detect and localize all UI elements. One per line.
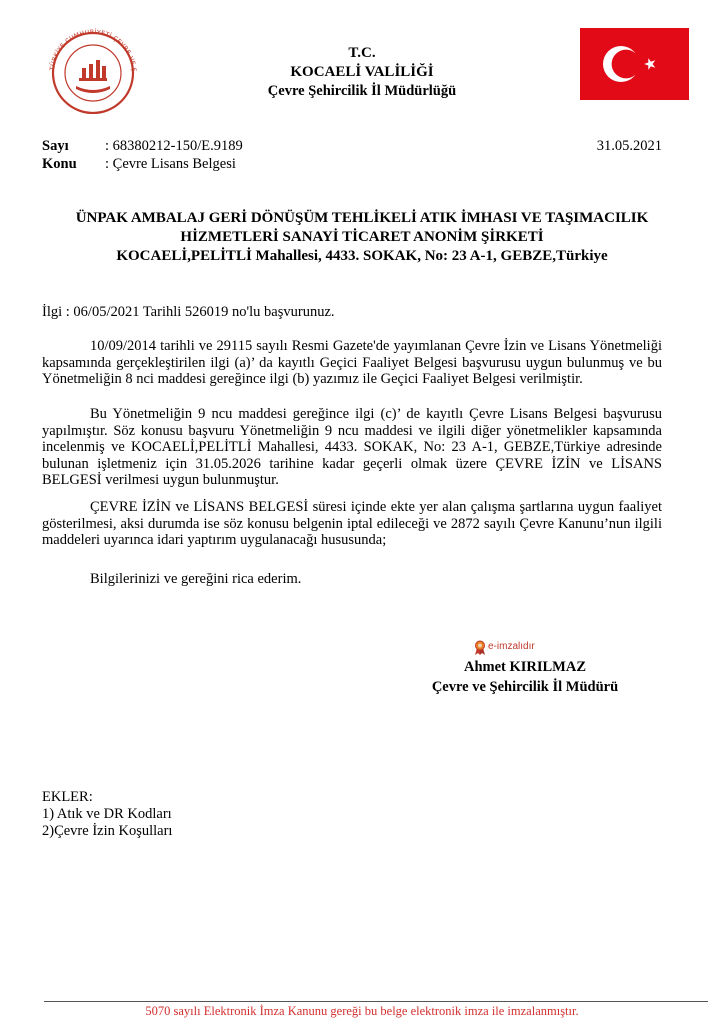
document-date: 31.05.2021 [596, 138, 662, 154]
sayi-value: : 68380212-150/E.9189 [105, 138, 243, 154]
attachments-heading: EKLER: [42, 789, 93, 805]
e-signature-label: e-imzalıdır [488, 641, 535, 652]
attachment-item: 1) Atık ve DR Kodları [42, 806, 172, 822]
footer-e-signature-notice: 5070 sayılı Elektronik İmza Kanunu gereği bu belge elektronik imza ile imzalanmıştır. [145, 1004, 579, 1018]
footer-divider [44, 1001, 708, 1002]
paragraph-3-text: ÇEVRE İZİN ve LİSANS BELGESİ süresi içinde ekte yer alan çalışma şartlarına uygun faaliyet gösterilmesi, aksi durumda ise söz konusu belgenin iptal edileceği ve 2872 sayılı Çevre Kanunu’nun ilgili maddeleri uyarınca idari yaptırım uygulanacağı hususunda; [42, 499, 662, 548]
paragraph-1-text: 10/09/2014 tarihli ve 29115 sayılı Resmi Gazete'de yayımlanan Çevre İzin ve Lisans Yönetmeliği kapsamında gerçekleştirilen ilgi (a)’ da kayıtlı Geçici Faaliyet Belgesi başvurusu uygun bulunmuş ve bu Yönetmeliğin 8 nci maddesi gereğince ilgi (b) yazımız ile Geçici Faaliyet Belgesi verilmiştir. [42, 338, 662, 387]
closing-text: Bilgilerinizi ve gereğini rica ederim. [90, 571, 302, 587]
header-directorate: Çevre Şehircilik İl Müdürlüğü [267, 83, 457, 99]
konu-value: : Çevre Lisans Belgesi [105, 156, 236, 172]
paragraph-2-text: Bu Yönetmeliğin 9 ncu maddesi gereğince ilgi (c)’ de kayıtlı Çevre Lisans Belgesi başvurusu yapılmıştır. Söz konusu başvuru Yönetmeliğin 9 ncu maddesi ve ilgili diğer yönetmelikler kapsamında incelenmiş ve KOCAELİ,PELİTLİ Mahallesi, 4433. SOKAK, No: 23 A-1, GEBZE,Türkiye adresinde bulunan işletmeniz için 31.05.2026 tarihine kadar geçerli olmak üzere ÇEVRE İZİN ve LİSANS BELGESİ verilmesi uygun bulunmuştur. [42, 406, 662, 488]
closing [42, 571, 662, 588]
award-ribbon-icon [474, 640, 486, 656]
seal-text: TÜRKİYE CUMHURİYETİ ÇEVRE VE Ş [49, 28, 138, 73]
recipient-line-2: HİZMETLERİ SANAYİ TİCARET ANONİM ŞİRKETİ [180, 229, 544, 245]
recipient-line-1: ÜNPAK AMBALAJ GERİ DÖNÜŞÜM TEHLİKELİ ATIK İMHASI VE TAŞIMACILIK [75, 210, 649, 226]
signer-name: Ahmet KIRILMAZ [463, 659, 587, 675]
attachment-item: 2)Çevre İzin Koşulları [42, 823, 173, 839]
konu-label: Konu [42, 156, 77, 172]
paragraph-1 [42, 338, 662, 388]
reference-line: İlgi : 06/05/2021 Tarihli 526019 no'lu başvurunuz. [42, 304, 335, 320]
paragraph-3 [42, 499, 662, 549]
paragraph-2 [42, 406, 662, 489]
header-governorship: KOCAELİ VALİLİĞİ [290, 64, 434, 80]
signer-title: Çevre ve Şehircilik İl Müdürü [431, 679, 619, 695]
sayi-label: Sayı [42, 138, 69, 154]
header-tc: T.C. [348, 45, 376, 61]
recipient-address: KOCAELİ,PELİTLİ Mahallesi, 4433. SOKAK, No: 23 A-1, GEBZE,Türkiye [116, 248, 608, 264]
